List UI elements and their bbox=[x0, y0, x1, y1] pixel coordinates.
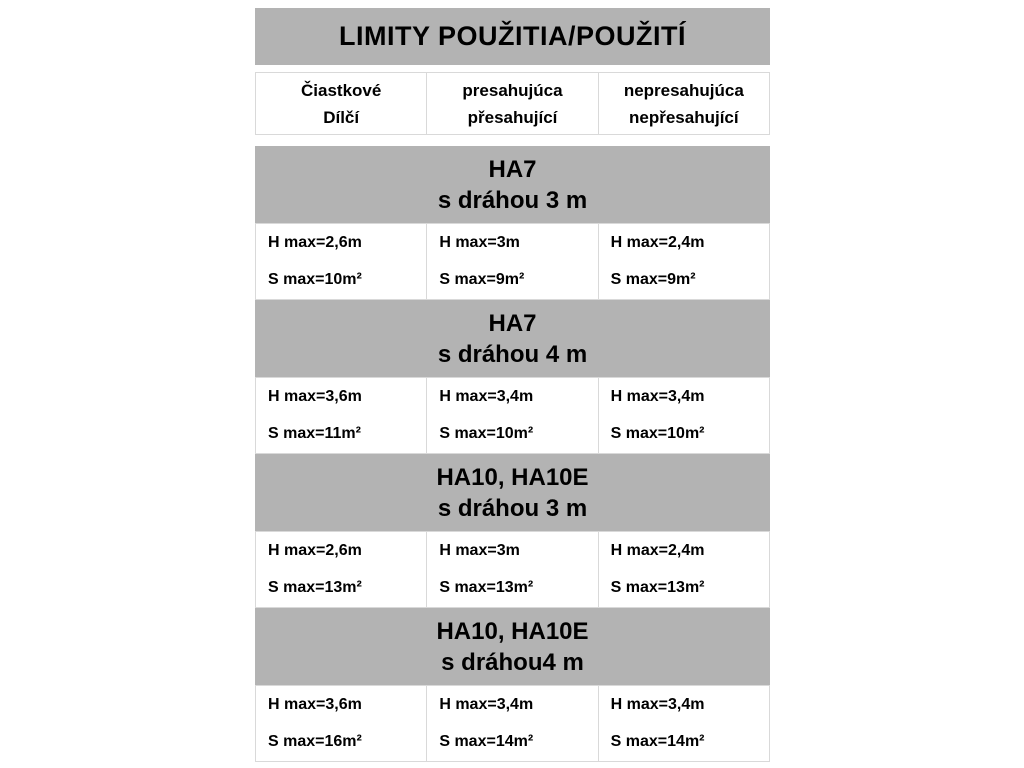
s-max-value: S max=14m² bbox=[610, 733, 705, 750]
h-max-value: H max=3,4m bbox=[439, 696, 534, 713]
usage-limits-table bbox=[255, 8, 770, 762]
data-row-ha7-3m bbox=[255, 223, 770, 300]
table-title: LIMITY POUŽITIA/POUŽITÍ bbox=[339, 21, 686, 51]
section-track: s dráhou 4 m bbox=[437, 340, 588, 368]
limit-cell bbox=[598, 377, 770, 454]
column-header-cz: nepřesahující bbox=[629, 107, 739, 127]
limit-cell bbox=[426, 223, 598, 300]
s-max-value: S max=10m² bbox=[439, 425, 534, 442]
s-max-value: S max=11m² bbox=[268, 425, 361, 442]
section-track: s dráhou4 m bbox=[441, 648, 584, 676]
limit-cell bbox=[598, 685, 770, 762]
section-header-ha7-3m bbox=[255, 146, 770, 223]
section-model: HA7 bbox=[488, 309, 537, 337]
h-max-value: H max=2,6m bbox=[268, 234, 362, 251]
column-header-sk: Čiastkové bbox=[301, 80, 382, 100]
section-model: HA7 bbox=[488, 155, 537, 183]
s-max-value: S max=9m² bbox=[439, 271, 525, 288]
column-header-sk: nepresahujúca bbox=[623, 80, 744, 100]
section-model: HA10, HA10E bbox=[436, 463, 589, 491]
h-max-value: H max=3,4m bbox=[610, 696, 705, 713]
limit-cell bbox=[598, 531, 770, 608]
s-max-value: S max=14m² bbox=[439, 733, 534, 750]
s-max-value: S max=13m² bbox=[439, 579, 534, 596]
limit-cell bbox=[426, 531, 598, 608]
h-max-value: H max=3,4m bbox=[439, 388, 534, 405]
limit-cell bbox=[598, 223, 770, 300]
data-row-ha7-4m bbox=[255, 377, 770, 454]
h-max-value: H max=3,6m bbox=[268, 696, 362, 713]
section-track: s dráhou 3 m bbox=[437, 186, 588, 214]
s-max-value: S max=10m² bbox=[268, 271, 362, 288]
section-track: s dráhou 3 m bbox=[437, 494, 588, 522]
limit-cell bbox=[255, 223, 427, 300]
h-max-value: H max=3,4m bbox=[610, 388, 705, 405]
s-max-value: S max=13m² bbox=[268, 579, 362, 596]
h-max-value: H max=2,4m bbox=[610, 234, 705, 251]
column-header-cz: přesahující bbox=[467, 107, 558, 127]
limit-cell bbox=[255, 685, 427, 762]
column-header-exceeding bbox=[426, 72, 598, 135]
s-max-value: S max=10m² bbox=[610, 425, 705, 442]
section-model: HA10, HA10E bbox=[436, 617, 589, 645]
section-header-ha7-4m bbox=[255, 300, 770, 377]
column-header-partial bbox=[255, 72, 427, 135]
h-max-value: H max=2,6m bbox=[268, 542, 362, 559]
table-title-band bbox=[255, 8, 770, 65]
data-row-ha10-3m bbox=[255, 531, 770, 608]
limit-cell bbox=[426, 377, 598, 454]
h-max-value: H max=3m bbox=[439, 542, 520, 559]
section-header-ha10-3m bbox=[255, 454, 770, 531]
limit-cell bbox=[255, 531, 427, 608]
s-max-value: S max=13m² bbox=[610, 579, 705, 596]
column-header-row bbox=[255, 72, 770, 135]
h-max-value: H max=3,6m bbox=[268, 388, 362, 405]
limit-cell bbox=[426, 685, 598, 762]
section-header-ha10-4m bbox=[255, 608, 770, 685]
column-header-not-exceeding bbox=[598, 72, 770, 135]
s-max-value: S max=16m² bbox=[268, 733, 362, 750]
limit-cell bbox=[255, 377, 427, 454]
column-header-sk: presahujúca bbox=[462, 80, 563, 100]
h-max-value: H max=3m bbox=[439, 234, 520, 251]
h-max-value: H max=2,4m bbox=[610, 542, 705, 559]
column-header-cz: Dílčí bbox=[323, 107, 360, 127]
s-max-value: S max=9m² bbox=[610, 271, 696, 288]
data-row-ha10-4m bbox=[255, 685, 770, 762]
